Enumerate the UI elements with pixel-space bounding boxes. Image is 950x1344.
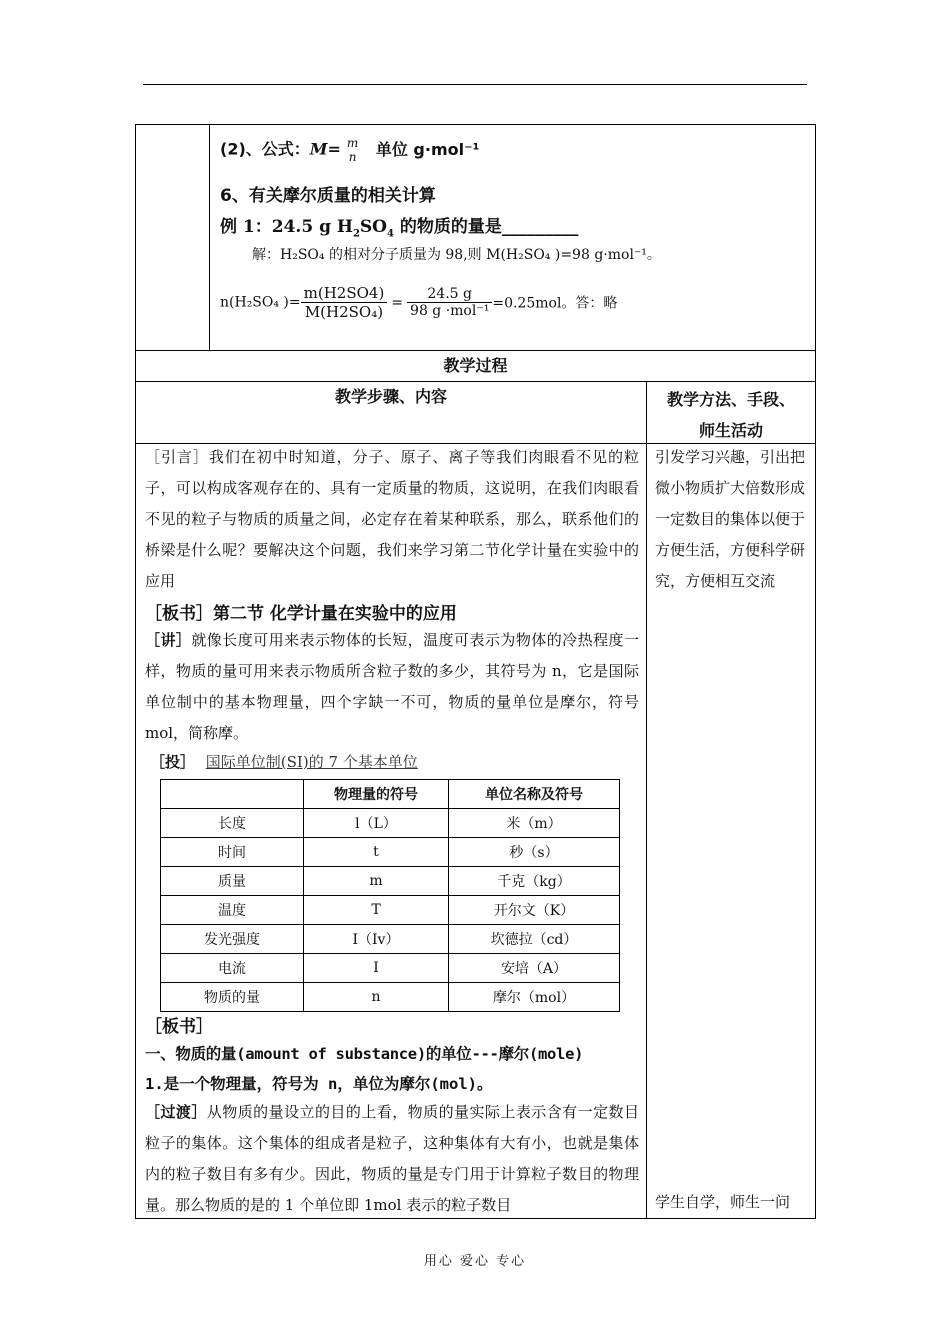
si-table-cell: 发光强度 xyxy=(161,925,304,954)
transition-text: 从物质的量设立的目的上看，物质的量实际上表示含有一定数目粒子的集体。这个集体的组成者是粒子，这种集体有大有小，也就是集体内的粒子数目有多有少。因此，物质的量是专门用于计算粒子数目的物理量。那么物质的是的 1 个单位即 1mol 表示的粒子数目 xyxy=(145,1103,639,1214)
si-table-cell: 千克（kg） xyxy=(449,867,620,896)
calc-fraction-1 xyxy=(301,284,388,321)
col-header-right-line1: 教学方法、手段、 xyxy=(666,390,795,409)
si-table-cell: 物质的量 xyxy=(161,983,304,1012)
section-title xyxy=(135,350,816,382)
top-section-divider xyxy=(209,124,210,351)
calc-line xyxy=(220,284,617,321)
si-table-cell: T xyxy=(304,896,449,925)
calc-eq: = xyxy=(391,294,404,311)
proj-line xyxy=(150,751,418,772)
si-header-2: 单位名称及符号 xyxy=(449,780,620,809)
unit-label: 单位 g·mol⁻¹ xyxy=(375,139,480,159)
col-header-left: 教学步骤、内容 xyxy=(334,387,447,406)
si-table-row xyxy=(161,896,620,925)
si-table-cell: n xyxy=(304,983,449,1012)
formula-den: n xyxy=(348,150,357,164)
board2-tag: ［板书］ xyxy=(145,1017,213,1037)
side-note-1: 引发学习兴趣，引出把微小物质扩大倍数形成一定数目的集体以便于方便生活，方便科学研究，方便相互交流 xyxy=(655,448,806,590)
si-table-cell: 秒（s） xyxy=(449,838,620,867)
si-table-cell: I xyxy=(304,954,449,983)
calc-left: n(H₂SO₄ )= xyxy=(220,294,301,311)
si-table-cell: 开尔文（K） xyxy=(449,896,620,925)
si-table-cell: 长度 xyxy=(161,809,304,838)
si-table-cell: m xyxy=(304,867,449,896)
si-table-row xyxy=(161,838,620,867)
calc-fraction-2 xyxy=(407,286,492,319)
formula-fraction xyxy=(344,136,361,164)
formula-M: M xyxy=(309,139,328,159)
calc-frac2-den: 98 g ·mol⁻¹ xyxy=(410,303,490,319)
si-table-row xyxy=(161,954,620,983)
example-1 xyxy=(220,212,578,239)
board2-line2: 1.是一个物理量，符号为 n，单位为摩尔(mol)。 xyxy=(145,1075,493,1093)
si-table-cell: 摩尔（mol） xyxy=(449,983,620,1012)
si-table-row xyxy=(161,809,620,838)
si-table-row xyxy=(161,983,620,1012)
si-table-cell: 电流 xyxy=(161,954,304,983)
lecture-tag: ［讲］ xyxy=(145,631,192,649)
proj-tag: ［投］ xyxy=(150,753,196,771)
calc-frac1-den: M(H2SO₄) xyxy=(304,303,384,321)
example-1-prefix: 例 1：24.5 g H xyxy=(220,217,353,237)
formula-line xyxy=(220,136,480,176)
si-table-cell: 坎德拉（cd） xyxy=(449,925,620,954)
formula-num: m xyxy=(346,136,359,150)
footer: 用心 爱心 专心 xyxy=(423,1254,527,1269)
formula-prefix: (2)、公式： xyxy=(220,139,310,159)
intro-paragraph xyxy=(145,442,639,597)
example-1-sub1: 2 xyxy=(352,228,360,240)
heading-6: 6、有关摩尔质量的相关计算 xyxy=(220,186,436,206)
lecture-text: 就像长度可用来表示物体的长短，温度可表示为物体的冷热程度一样，物质的量可用来表示物质所含粒子数的多少，其符号为 n，它是国际单位制中的基本物理量，四个字缺一不可，物质的量单位是摩尔，符号 mol，简称摩。 xyxy=(145,631,639,742)
side-note-2: 学生自学，师生一问 xyxy=(655,1193,791,1211)
calc-result: =0.25mol。答：略 xyxy=(492,295,618,312)
col-header-right xyxy=(647,384,815,446)
si-table-cell: 米（m） xyxy=(449,809,620,838)
si-table-cell: 时间 xyxy=(161,838,304,867)
header-rule xyxy=(143,84,807,85)
transition-tag: ［过渡］ xyxy=(145,1103,207,1121)
col-header-right-line2: 师生活动 xyxy=(698,421,763,440)
si-table-row xyxy=(161,867,620,896)
si-table-row xyxy=(161,925,620,954)
example-1-mid: SO xyxy=(359,217,387,237)
si-table-cell: 安培（A） xyxy=(449,954,620,983)
transition-paragraph xyxy=(145,1097,639,1221)
example-1-suffix: 的物质的量是_________ xyxy=(393,217,579,237)
si-header-1: 物理量的符号 xyxy=(304,780,449,809)
si-units-table xyxy=(160,779,620,1012)
si-table-cell: 温度 xyxy=(161,896,304,925)
si-header-row xyxy=(161,780,620,809)
si-header-0 xyxy=(161,780,304,809)
formula-eq: = xyxy=(327,139,341,159)
calc-frac2-num: 24.5 g xyxy=(407,286,492,303)
example-1-sub2: 4 xyxy=(387,228,394,240)
si-table-cell: I（Iv） xyxy=(304,925,449,954)
si-table-cell: 质量 xyxy=(161,867,304,896)
si-table-cell: l（L） xyxy=(304,809,449,838)
si-table-cell: t xyxy=(304,838,449,867)
lecture-paragraph xyxy=(145,625,639,749)
section-title-text: 教学过程 xyxy=(443,356,508,375)
intro-tag: ［引言］ xyxy=(145,448,209,466)
solution-line: 解：H₂SO₄ 的相对分子质量为 98,则 M(H₂SO₄ )=98 g·mol⁻¹。 xyxy=(252,247,661,263)
proj-text: 国际单位制(SI)的 7 个基本单位 xyxy=(205,753,418,771)
calc-frac1-num: m(H2SO4) xyxy=(301,284,388,303)
board-title: ［板书］第二节 化学计量在实验中的应用 xyxy=(145,604,457,624)
board2-line1: 一、物质的量(amount of substance)的单位---摩尔(mole) xyxy=(145,1045,584,1063)
intro-text: 我们在初中时知道，分子、原子、离子等我们肉眼看不见的粒子，可以构成客观存在的、具有一定质量的物质，这说明，在我们肉眼看不见的粒子与物质的质量之间，必定存在着某种联系，那么，联系他们的桥梁是什么呢？要解决这个问题，我们来学习第二节化学计量在实验中的应用 xyxy=(145,448,639,590)
